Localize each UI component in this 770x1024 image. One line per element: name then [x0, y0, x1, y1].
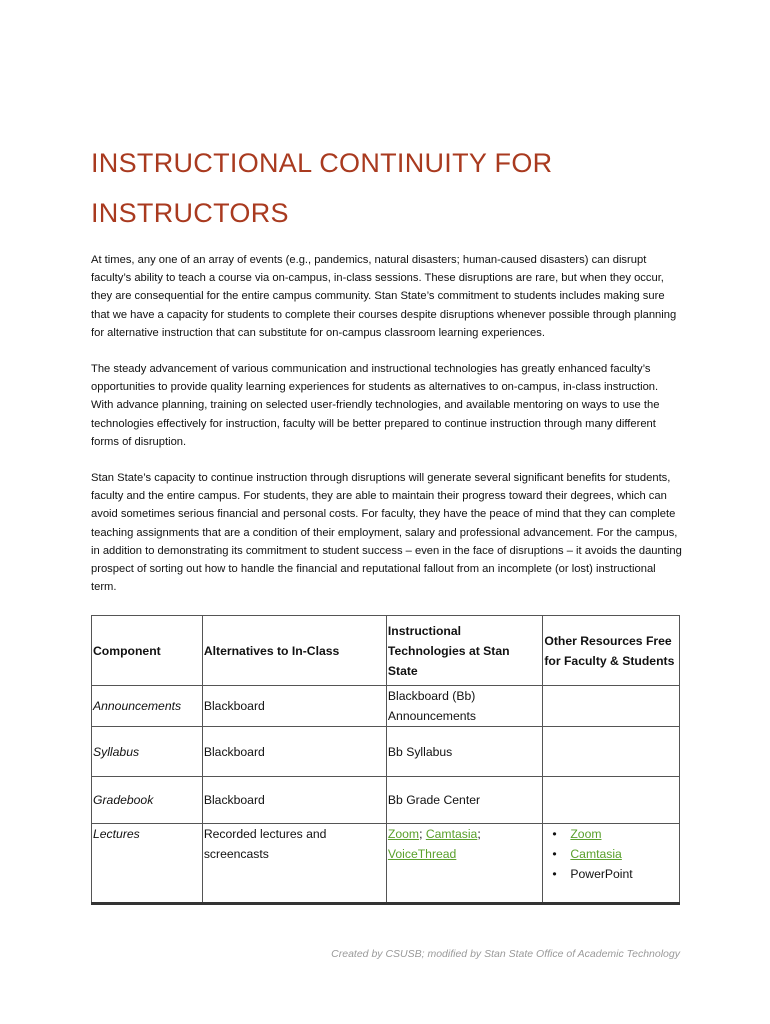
header-component: Component — [92, 616, 203, 686]
document-title: INSTRUCTIONAL CONTINUITY FOR INSTRUCTORS — [91, 148, 553, 228]
technology-cell: Blackboard (Bb) Announcements — [386, 686, 542, 727]
intro-paragraph: At times, any one of an array of events (e.g., pandemics, natural disasters; human-caused disasters) can disrupt faculty’s ability to teach a course via on-campus, in-class sessions. These disruptions are rare, but when they occur, they are consequential for the entire campus community. Stan State’s commitment to students includes making sure that we have a capacity for students to complete their courses despite disruptions whenever possible through planning for alternative instruction that can substitute for on-campus classroom learning experiences. — [91, 254, 677, 339]
header-other-resources: Other Resources Free for Faculty & Students — [543, 616, 680, 686]
technology-cell: Bb Grade Center — [386, 777, 542, 824]
list-item — [552, 864, 678, 884]
resource-list — [544, 824, 678, 884]
resource-cell — [543, 686, 680, 727]
list-item — [552, 844, 678, 864]
technology-cell — [386, 824, 542, 904]
header-technologies: Instructional Technologies at Stan State — [386, 616, 542, 686]
benefits-paragraph: Stan State’s capacity to continue instruction through disruptions will generate several significant benefits for students, faculty and the entire campus. For students, they are able to maintain their progress toward their degrees, which can avoid sometimes serious financial and personal costs. For faculty, they have the peace of mind that they can complete teaching assignments that are a condition of their employment, salary and professional advancement. For the campus, in addition to demonstrating its commitment to student success – even in the face of disruptions – it avoids the daunting prospect of sorting out how to handle the financial and reputational fallout from an incomplete (or lost) instructional term. — [91, 472, 682, 594]
technology-paragraph: The steady advancement of various communication and instructional technologies has greatly enhanced faculty’s opportunities to provide quality learning experiences for students as alternatives to on-campus, in-class instruction. With advance planning, training on selected user-friendly technologies, and available mentoring on ways to use the technologies effectively for instruction, faculty will be better prepared to continue instruction through many different forms of disruption. — [91, 363, 660, 448]
link-separator: ; — [419, 827, 426, 841]
header-alternatives: Alternatives to In-Class — [202, 616, 386, 686]
camtasia-resource-link[interactable]: Camtasia — [570, 847, 622, 861]
voicethread-link[interactable]: VoiceThread — [387, 847, 457, 861]
camtasia-link[interactable]: Camtasia — [425, 827, 478, 841]
table-row — [92, 686, 680, 727]
resource-cell — [543, 824, 680, 904]
zoom-resource-link[interactable]: Zoom — [570, 827, 602, 841]
list-item — [552, 824, 678, 844]
bullet-icon: • — [552, 847, 557, 861]
alternative-cell: Blackboard — [202, 777, 386, 824]
resource-cell — [543, 777, 680, 824]
component-cell: Gradebook — [92, 777, 203, 824]
alternative-cell: Blackboard — [202, 727, 386, 777]
component-cell: Lectures — [92, 824, 203, 904]
resource-cell — [543, 727, 680, 777]
table-row — [92, 777, 680, 824]
table-header-row — [92, 616, 680, 686]
footer-credit: Created by CSUSB; modified by Stan State Office of Academic Technology — [331, 948, 680, 960]
component-cell: Announcements — [92, 686, 203, 727]
link-separator: ; — [477, 827, 481, 841]
bullet-icon: • — [552, 867, 557, 881]
component-cell: Syllabus — [92, 727, 203, 777]
alternative-cell: Recorded lectures and screencasts — [202, 824, 386, 904]
technology-cell: Bb Syllabus — [386, 727, 542, 777]
bullet-icon: • — [552, 827, 557, 841]
alternative-cell: Blackboard — [202, 686, 386, 727]
zoom-link[interactable]: Zoom — [387, 827, 420, 841]
resources-table — [91, 615, 680, 905]
table-row — [92, 727, 680, 777]
powerpoint-resource: PowerPoint — [570, 867, 633, 881]
table-row — [92, 824, 680, 904]
